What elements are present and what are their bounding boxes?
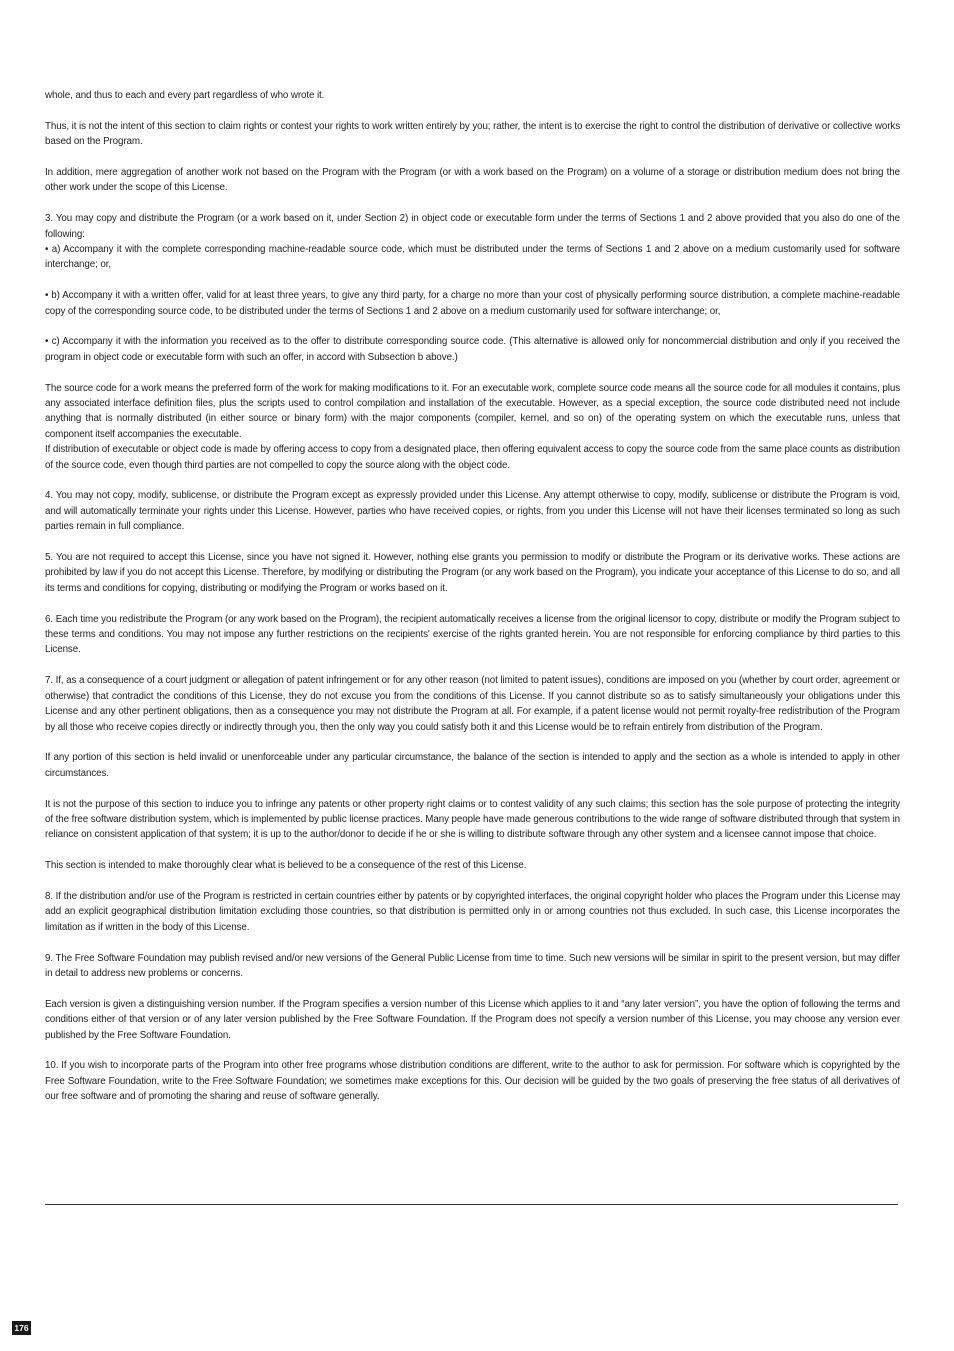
section-8: 8. If the distribution and/or use of the Program is restricted in certain countries either by patents or by copyrighted interfaces, the original copyright holder who places the Program under this License may add an explicit geographical distribution limitation excluding those countries, so that distribution is permitted only in or among countries not thus excluded. In such case, this License incorporates the limitation as if written in the body of this License. bbox=[45, 890, 900, 933]
paragraph: Thus, it is not the intent of this section to claim rights or contest your rights to work written entirely by you; rather, the intent is to exercise the right to control the distribution of derivative or collective works based on the Program. bbox=[45, 120, 900, 148]
section-9: 9. The Free Software Foundation may publish revised and/or new versions of the General Public License from time to time. Such new versions will be similar in spirit to the present version, but may differ in detail to address new problems or concerns. bbox=[45, 952, 900, 979]
page-number-badge: 176 bbox=[12, 1321, 31, 1335]
section-4: 4. You may not copy, modify, sublicense, or distribute the Program except as expressly provided under this License. Any attempt otherwise to copy, modify, sublicense or distribute the Program is void, and will automatically terminate your rights under this License. However, parties who have received copies, or rights, from you under this License will not have their licenses terminated so long as such parties remain in full compliance. bbox=[45, 490, 900, 533]
bullet-item-c: • c) Accompany it with the information you received as to the offer to distribute corresponding source code. (This alternative is allowed only for noncommercial distribution and only if you received the program in object code or executable form with such an offer, in accord with Subsection b above.) bbox=[45, 336, 900, 363]
paragraph: It is not the purpose of this section to induce you to infringe any patents or other property right claims or to contest validity of any such claims; this section has the sole purpose of protecting the integrity of the free software distribution system, which is implemented by public license practices. Many people have made generous contributions to the wide range of software distributed through that system in reliance on consistent application of that system; it is up to the author/donor to decide if he or she is willing to distribute software through any other system and a licensee cannot impose that choice. bbox=[45, 798, 900, 841]
bullet-item-b: • b) Accompany it with a written offer, valid for at least three years, to give any third party, for a charge no more than your cost of physically performing source distribution, a complete machine-readable copy of the corresponding source code, to be distributed under the terms of Sections 1 and 2 above on a medium customarily used for software interchange; or, bbox=[45, 290, 900, 317]
license-text bbox=[45, 88, 900, 1120]
section-6: 6. Each time you redistribute the Program (or any work based on the Program), the recipient automatically receives a license from the original licensor to copy, distribute or modify the Program subject to these terms and conditions. You may not impose any further restrictions on the recipients' exercise of the rights granted herein. You are not responsible for enforcing compliance by third parties to this License. bbox=[45, 613, 900, 656]
paragraph: If distribution of executable or object code is made by offering access to copy from a designated place, then offering equivalent access to copy the source code from the same place counts as distribution of the source code, even though third parties are not compelled to copy the source along with the object code. bbox=[45, 444, 900, 471]
section-10: 10. If you wish to incorporate parts of the Program into other free programs whose distribution conditions are different, write to the author to ask for permission. For software which is copyrighted by the Free Software Foundation, write to the Free Software Foundation; we sometimes make exceptions for this. Our decision will be guided by the two goals of preserving the free status of all derivatives of our free software and of promoting the sharing and reuse of software generally. bbox=[45, 1060, 900, 1103]
paragraph: Each version is given a distinguishing version number. If the Program specifies a version number of this License which applies to it and “any later version”, you have the option of following the terms and conditions either of that version or of any later version published by the Free Software Foundation. If the Program does not specify a version number of this License, you may choose any version ever published by the Free Software Foundation. bbox=[45, 998, 900, 1041]
paragraph: In addition, mere aggregation of another work not based on the Program with the Program (or with a work based on the Program) on a volume of a storage or distribution medium does not bring the other work under the scope of this License. bbox=[45, 167, 900, 194]
paragraph: This section is intended to make thoroughly clear what is believed to be a consequence of the rest of this License. bbox=[45, 860, 527, 872]
footer-divider bbox=[45, 1204, 898, 1205]
section-7: 7. If, as a consequence of a court judgment or allegation of patent infringement or for any other reason (not limited to patent issues), conditions are imposed on you (whether by court order, agreement or otherwise) that contradict the conditions of this License, they do not excuse you from the conditions of this License. If you cannot distribute so as to satisfy simultaneously your obligations under this License and any other pertinent obligations, then as a consequence you may not distribute the Program at all. For example, if a patent license would not permit royalty-free redistribution of the Program by all those who receive copies directly or indirectly through you, then the only way you could satisfy both it and this License would be to refrain entirely from distribution of the Program. bbox=[45, 675, 900, 733]
section-5: 5. You are not required to accept this License, since you have not signed it. However, nothing else grants you permission to modify or distribute the Program or its derivative works. These actions are prohibited by law if you do not accept this License. Therefore, by modifying or distributing the Program (or any work based on the Program), you indicate your acceptance of this License to do so, and all its terms and conditions for copying, distributing or modifying the Program or works based on it. bbox=[45, 552, 900, 594]
paragraph: If any portion of this section is held invalid or unenforceable under any particular circumstance, the balance of the section is intended to apply and the section as a whole is intended to apply in other circumstances. bbox=[45, 752, 900, 779]
bullet-item-a: • a) Accompany it with the complete corresponding machine-readable source code, which must be distributed under the terms of Sections 1 and 2 above on a medium customarily used for software interchange; or, bbox=[45, 244, 900, 271]
section-3-heading: 3. You may copy and distribute the Program (or a work based on it, under Section 2) in object code or executable form under the terms of Sections 1 and 2 above provided that you also do one of the following: bbox=[45, 213, 900, 240]
paragraph: The source code for a work means the preferred form of the work for making modifications to it. For an executable work, complete source code means all the source code for all modules it contains, plus any associated interface definition files, plus the scripts used to control compilation and installation of the executable. However, as a special exception, the source code distributed need not include anything that is normally distributed (in either source or binary form) with the major components (compiler, kernel, and so on) of the operating system on which the executable runs, unless that component itself accompanies the executable. bbox=[45, 382, 900, 440]
paragraph: whole, and thus to each and every part regardless of who wrote it. bbox=[45, 90, 325, 101]
